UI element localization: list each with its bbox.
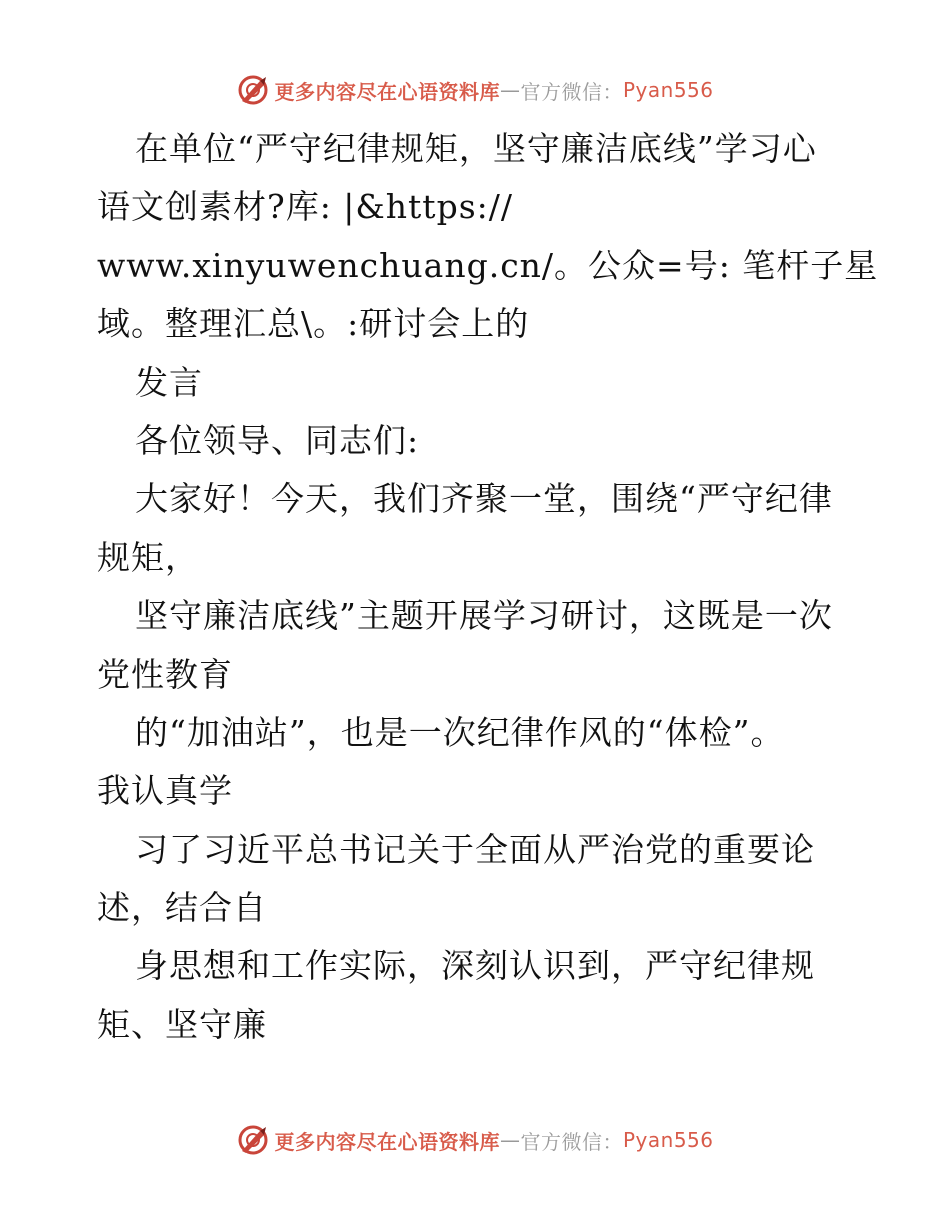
document-body: [97, 120, 877, 1054]
banner-official-label: 官方微信：: [520, 1129, 623, 1154]
banner-dash: —: [499, 78, 521, 102]
text-line: 坚守廉洁底线”主题开展学习研讨，这既是一次: [135, 596, 833, 636]
pen-logo-icon: [236, 73, 270, 107]
banner-official-label: 官方微信：: [520, 79, 623, 104]
text-line: 述，结合自: [97, 888, 267, 928]
banner-dash: —: [499, 1128, 521, 1152]
text-line: 的“加油站”，也是一次纪律作风的“体检”。: [135, 712, 785, 752]
text-line: 身思想和工作实际，深刻认识到，严守纪律规: [135, 946, 815, 986]
banner-wechat-id: Pyan556: [622, 1128, 714, 1152]
text-line: 域。整理汇总\。:研讨会上的: [97, 304, 530, 344]
text-line: 党性教育: [97, 654, 233, 694]
text-line: 规矩，: [97, 537, 199, 577]
banner-site-text: 更多内容尽在心语资料库: [274, 79, 500, 104]
text-line: 习了习近平总书记关于全面从严治党的重要论: [135, 829, 815, 869]
text-line: www.xinyuwenchuang.cn/。公众=号: 笔杆子星: [97, 245, 879, 285]
text-line: 各位领导、同志们:: [135, 420, 420, 460]
banner-site-text: 更多内容尽在心语资料库: [274, 1129, 500, 1154]
text-line: 发言: [135, 362, 203, 402]
text-line: 我认真学: [97, 771, 233, 811]
footer-banner: [0, 1120, 950, 1160]
text-line: 语文创素材?库: |&https://: [97, 187, 513, 227]
text-line: 矩、坚守廉: [97, 1004, 267, 1044]
banner-wechat-id: Pyan556: [622, 78, 714, 102]
pen-logo-icon: [236, 1123, 270, 1157]
text-line: 大家好！今天，我们齐聚一堂，围绕“严守纪律: [135, 479, 833, 519]
text-line: 在单位“严守纪律规矩，坚守廉洁底线”学习心: [135, 129, 817, 168]
header-banner: [0, 70, 950, 110]
